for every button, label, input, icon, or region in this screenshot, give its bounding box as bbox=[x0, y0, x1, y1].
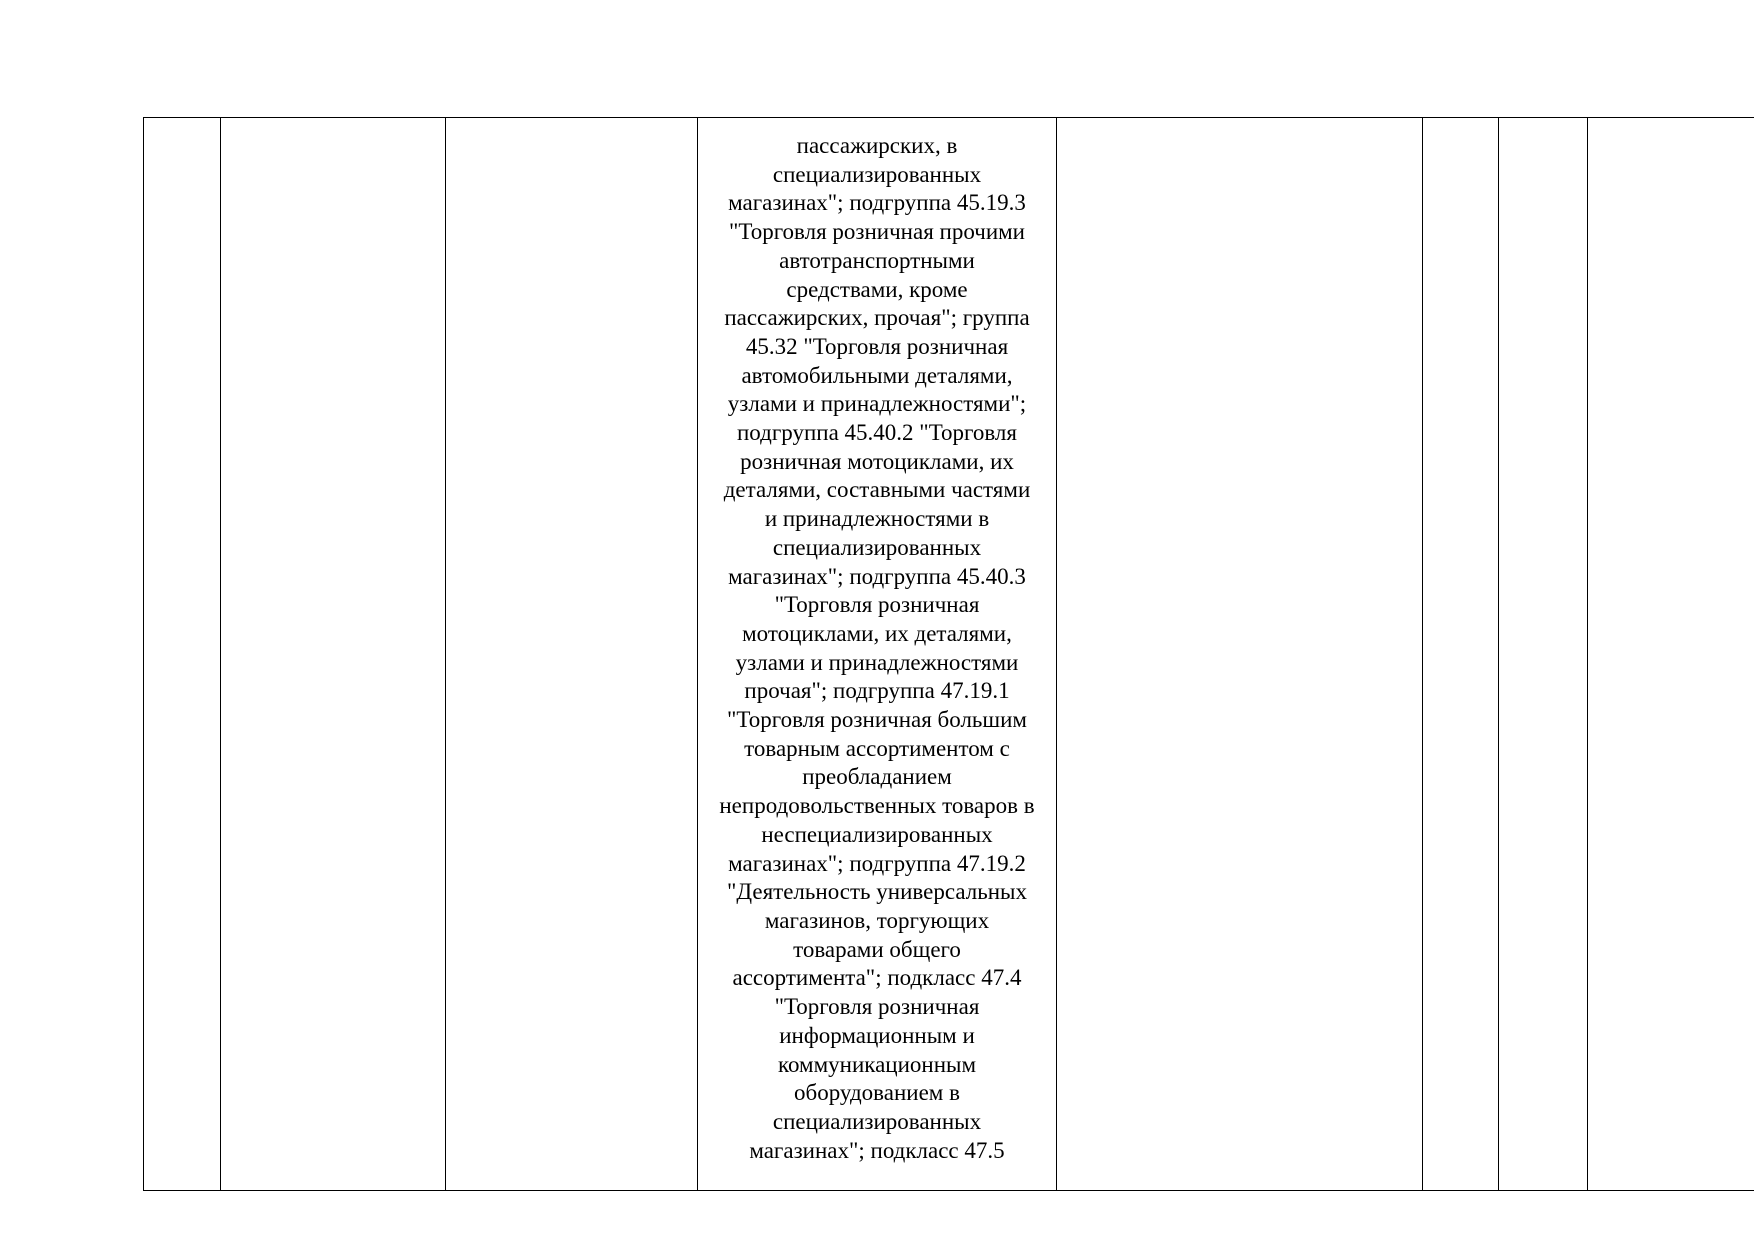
cell-text-line: непродовольственных товаров в bbox=[719, 793, 1035, 819]
cell-text-line: ассортимента"; подкласс 47.4 bbox=[732, 965, 1022, 991]
cell-text-line: "Торговля розничная bbox=[774, 592, 980, 618]
cell-text-line: неспециализированных bbox=[761, 821, 993, 847]
cell-text-line: мотоциклами, их деталями, bbox=[742, 620, 1012, 646]
cell-text-line: "Торговля розничная прочими bbox=[728, 219, 1025, 245]
cell-text-line: магазинов, торгующих bbox=[764, 907, 990, 933]
cell-text-line: автотранспортными bbox=[779, 247, 975, 273]
cell-text-line: пассажирских, прочая"; группа bbox=[724, 305, 1030, 331]
cell-text-line: подгруппа 45.40.2 "Торговля bbox=[737, 420, 1017, 446]
cell-text-line: магазинах"; подгруппа 47.19.2 bbox=[728, 850, 1026, 876]
table-row bbox=[144, 118, 1754, 1191]
table-cell-activity-codes bbox=[698, 118, 1057, 1191]
cell-text-line: прочая"; подгруппа 47.19.1 bbox=[744, 678, 1010, 704]
cell-text-line: "Деятельность универсальных bbox=[727, 879, 1027, 905]
cell-text-line: узлами и принадлежностями bbox=[735, 649, 1019, 675]
cell-text-line: товарным ассортиментом с bbox=[744, 735, 1010, 761]
cell-text-line: "Торговля розничная bbox=[774, 994, 980, 1020]
cell-text-line: товарами общего bbox=[793, 936, 961, 962]
cell-text-line: 45.32 "Торговля розничная bbox=[745, 333, 1009, 359]
cell-text-line: и принадлежностями в bbox=[764, 506, 990, 532]
table-cell-col3 bbox=[446, 118, 698, 1191]
cell-text-line: специализированных bbox=[772, 1108, 982, 1134]
table-cell-col5 bbox=[1057, 118, 1423, 1191]
table-cell-col8 bbox=[1588, 118, 1754, 1191]
cell-text-line: "Торговля розничная большим bbox=[727, 707, 1027, 733]
cell-text-line: пассажирских, в bbox=[796, 133, 958, 158]
cell-text-line: оборудованием в bbox=[794, 1080, 960, 1106]
cell-text-line: автомобильными деталями, bbox=[741, 362, 1013, 388]
cell-text-line: специализированных bbox=[772, 161, 982, 187]
cell-text-line: информационным и bbox=[779, 1022, 975, 1048]
cell-text-line: магазинах"; подкласс 47.5 bbox=[749, 1137, 1005, 1163]
cell-text-line: преобладанием bbox=[802, 764, 952, 790]
cell-text-line: розничная мотоциклами, их bbox=[740, 448, 1014, 474]
cell-text-line: магазинах"; подгруппа 45.19.3 bbox=[728, 190, 1026, 216]
table-cell-col6 bbox=[1423, 118, 1499, 1191]
table-cell-col1 bbox=[144, 118, 221, 1191]
document-table bbox=[143, 117, 1754, 1191]
table-cell-col2 bbox=[221, 118, 446, 1191]
cell-text-line: магазинах"; подгруппа 45.40.3 bbox=[728, 563, 1026, 589]
table-cell-col7 bbox=[1499, 118, 1588, 1191]
cell-text-line: деталями, составными частями bbox=[723, 477, 1031, 503]
cell-text-line: узлами и принадлежностями"; bbox=[727, 391, 1027, 417]
cell-text-line: средствами, кроме bbox=[786, 276, 968, 302]
cell-text-line: специализированных bbox=[772, 534, 982, 560]
cell-text-line: коммуникационным bbox=[777, 1051, 977, 1077]
